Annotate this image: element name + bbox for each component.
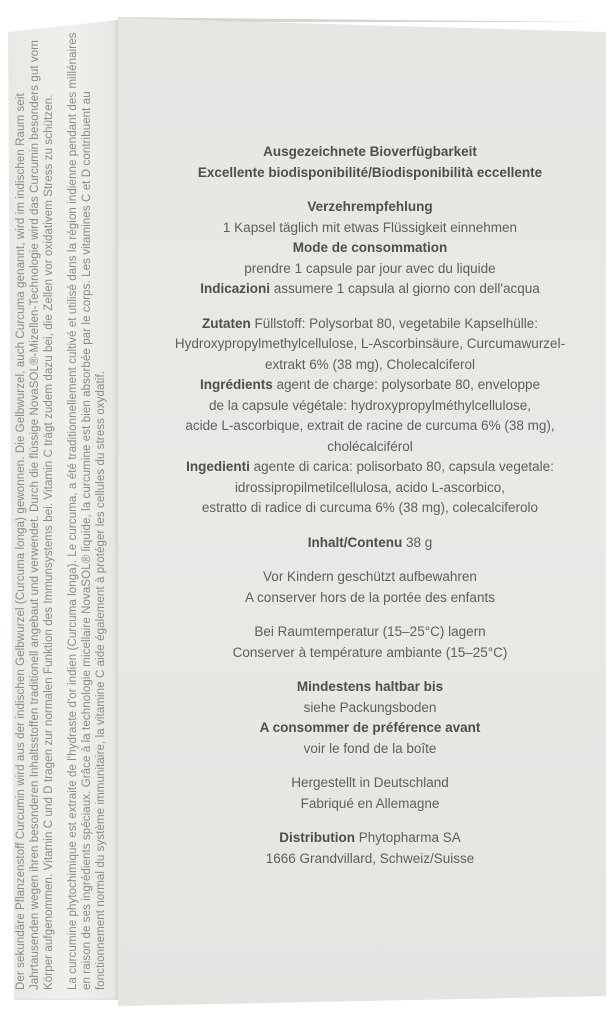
ingredients-it-line3: estratto di radice di curcuma 6% (38 mg), colecalciferolo	[201, 500, 539, 515]
storage-de: Bei Raumtemperatur (15–25°C) lagern	[254, 624, 486, 639]
children-warning-de: Vor Kindern geschützt aufbewahren	[263, 569, 477, 584]
made-in-de: Hergestellt in Deutschland	[291, 775, 449, 790]
best-before-fr-title: A consommer de préférence avant	[259, 720, 481, 735]
content-value: 38 g	[405, 534, 433, 550]
ingredients-fr-line4: cholécalciférol	[327, 438, 413, 454]
ingredients-fr-line2: de la capsule végétale: hydroxypropylméthylcellulose,	[209, 397, 531, 413]
ingredients-fr-title: Ingrédients	[200, 377, 273, 392]
ingredients-fr-line3: acide L-ascorbique, extrait de racine de curcuma 6% (38 mg),	[185, 418, 555, 433]
dosage-fr-text: prendre 1 capsule par jour avec du liquide	[244, 260, 496, 276]
dosage-de-text: 1 Kapsel täglich mit etwas Flüssigkeit einnehmen	[222, 219, 518, 235]
ingredients-it-line2: idrossipropilmetilcellulosa, acido L-ascorbico,	[234, 479, 506, 495]
ingredients-de-title: Zutaten	[202, 315, 251, 331]
ingredients-it-line1: agente di carica: polisorbato 80, capsula vegetale:	[253, 459, 554, 474]
storage-fr: Conserver à température ambiante (15–25°C)	[232, 644, 508, 660]
dosage-it-text: assumere 1 capsula al giorno con dell'acqua	[273, 281, 540, 296]
side-paragraph-de: Der sekundäre Pflanzenstoff Curcumin wird aus der indischen Gelbwurzel (Curcuma longa) gewonnen. Die Gelbwurzel, auch Curcuma genannt, wird im indischen Raum seit Jahrtausenden wegen ihren besonderen Inhaltsstoffen traditionell angebaut und verwendet. Durch die flüssige NovaSOL®-Mizellen-Technologie wird das Curcumin besonders gut vom Körper aufgenommen. Vitamin C und D tragen zur normalen Funktion des Immunsystems bei. Vitamin C trägt zudem dazu bei, die Zellen vor oxidativem Stress zu schützen.	[15, 40, 55, 990]
best-before-de-text: siehe Packungsboden	[303, 699, 437, 715]
ingredients-de-line3: extrakt 6% (38 mg), Cholecalciferol	[264, 356, 476, 372]
ingredients-de-line1: Füllstoff: Polysorbat 80, vegetabile Kapselhülle:	[254, 315, 538, 331]
ingredients-de-line2: Hydroxypropylmethylcellulose, L-Ascorbinsäure, Curcumawurzel-	[174, 336, 566, 351]
made-in-fr: Fabriqué en Allemagne	[300, 795, 440, 811]
best-before-fr-text: voir le fond de la boîte	[303, 740, 437, 756]
side-paragraph-fr: La curcumine phytochimique est extraite de l'hydraste d'or indien (Curcuma longa). Le curcuma, a été traditionnellement cultivé et utilisé dans la région indienne pendant des millénaires en raison de ses ingrédients spéciaux. Grâce à la technologie micellaire NovaSOL® liquide, la curcumine est bien absorbée par le corps. Les vitamines C et D contribuent au fonctionnement normal du système immunitaire, la vitamine C aide également à protéger les cellules du stress oxydatif.	[67, 32, 107, 990]
side-panel-text	[14, 30, 118, 990]
dosage-de-title: Verzehrempfehlung	[307, 199, 433, 214]
distribution-address: 1666 Grandvillard, Schweiz/Suisse	[265, 850, 475, 866]
headline-fr-it: Excellente biodisponibilité/Biodisponibilità eccellente	[197, 164, 543, 180]
front-panel-text	[160, 142, 580, 869]
distribution-title: Distribution	[279, 830, 355, 845]
content-title: Inhalt/Contenu	[307, 534, 403, 550]
headline-de: Ausgezeichnete Bioverfügbarkeit	[263, 144, 477, 159]
best-before-de-title: Mindestens haltbar bis	[296, 679, 444, 694]
dosage-it-title: Indicazioni	[200, 281, 270, 296]
distribution-name: Phytopharma SA	[358, 830, 461, 845]
ingredients-it-title: Ingedienti	[186, 459, 250, 474]
dosage-fr-title: Mode de consommation	[292, 240, 448, 255]
ingredients-fr-line1: agent de charge: polysorbate 80, enveloppe	[276, 377, 540, 392]
children-warning-fr: A conserver hors de la portée des enfants	[245, 589, 495, 605]
